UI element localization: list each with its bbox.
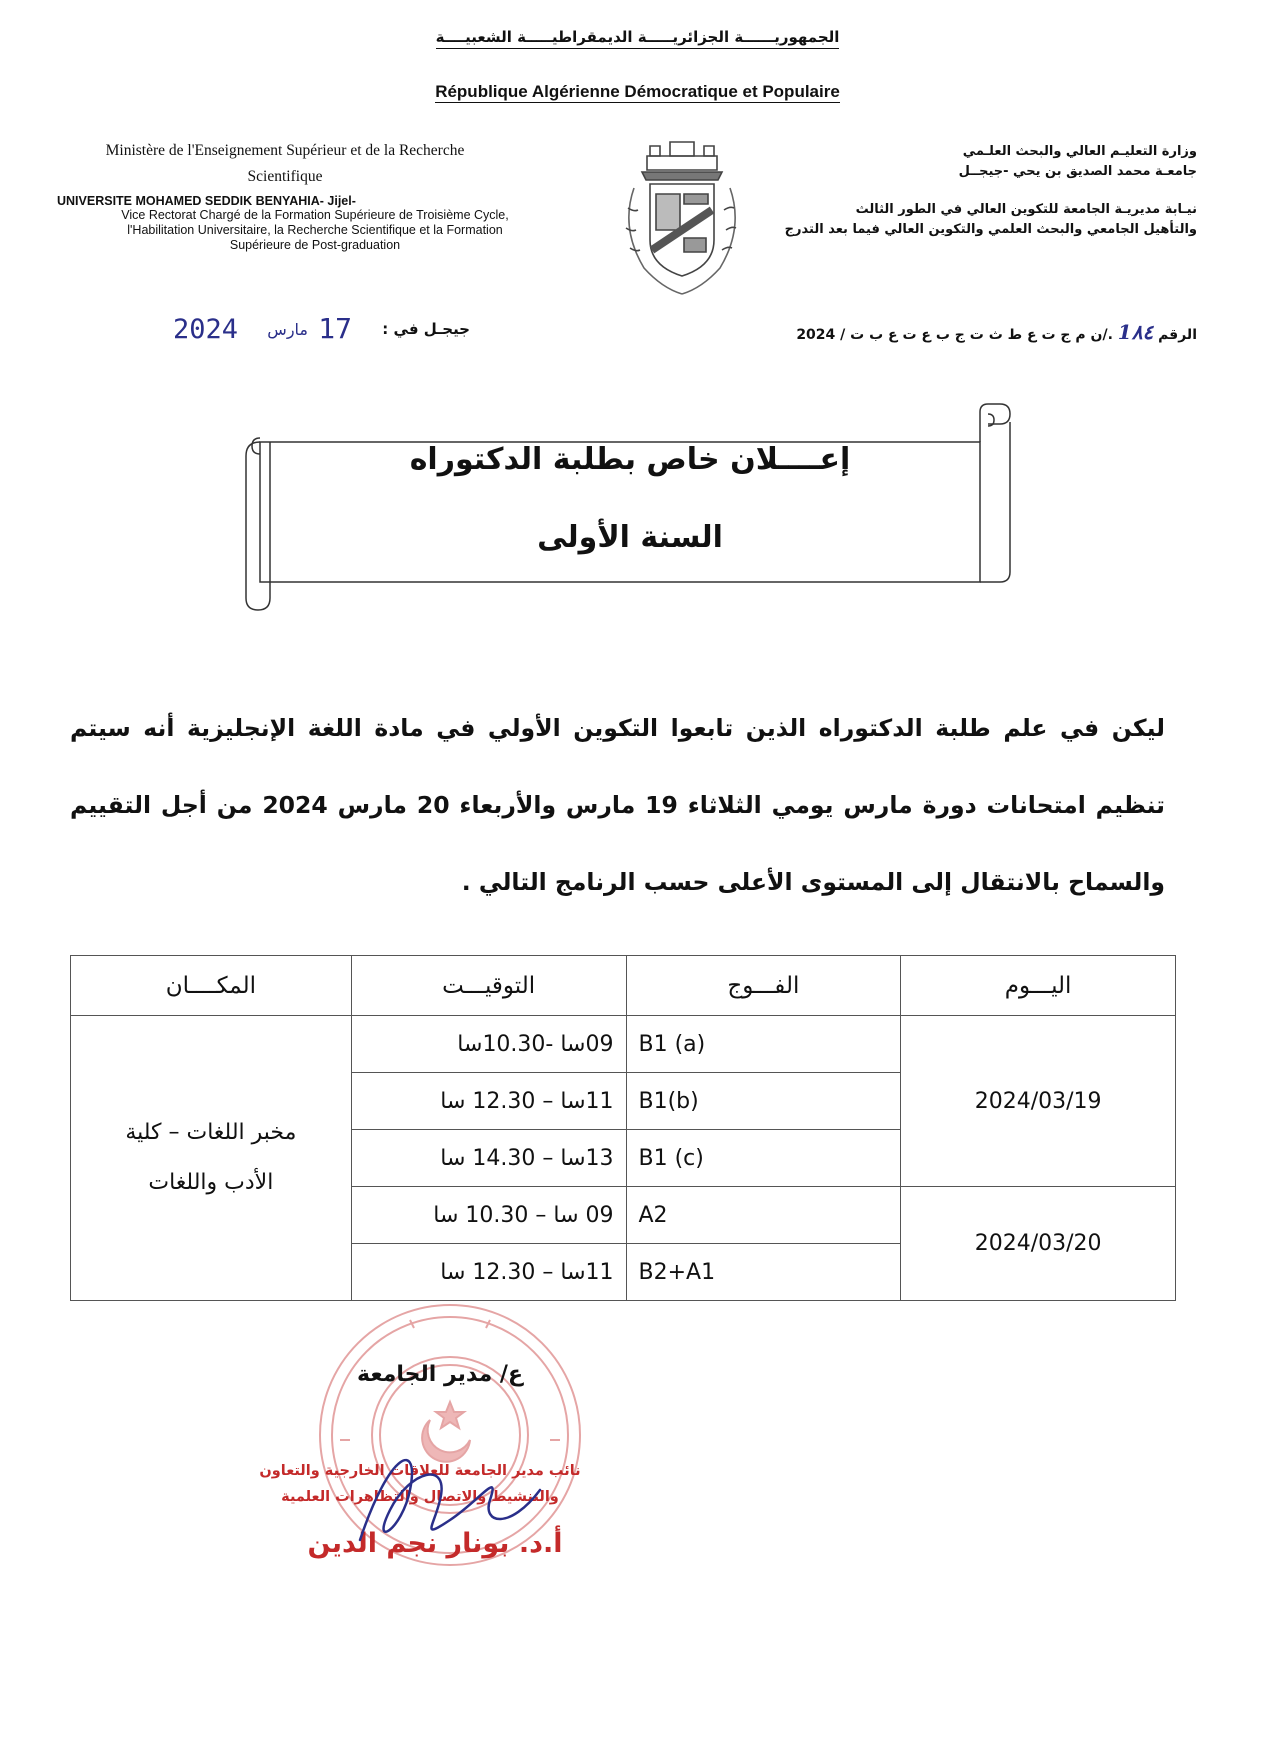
ministry-name-fr-cont: Scientifique	[247, 168, 323, 185]
day-cell: 2024/03/20	[901, 1187, 1176, 1301]
place-cell	[71, 1016, 352, 1301]
university-name-ar: جامعـة محمد الصديق بن يحي -جيجــل	[958, 164, 1197, 179]
date-label: جيجـل في :	[382, 320, 470, 338]
announcement-title: إعــــلان خاص بطلبة الدكتوراه	[409, 442, 851, 477]
table-row	[71, 1016, 1176, 1073]
vice-rectorate-line1: Vice Rectorat Chargé de la Formation Supérieure de Troisième Cycle,	[121, 208, 509, 222]
handwritten-signature-icon	[330, 1430, 560, 1570]
reference-label: الرقم	[1158, 327, 1197, 343]
republic-title-fr: République Algérienne Démocratique et Populaire	[435, 82, 840, 101]
place-line1: مخبر اللغات – كلية	[125, 1120, 297, 1145]
vice-rectorate-line2: l'Habilitation Universitaire, la Recherche Scientifique et la Formation	[127, 223, 503, 237]
ministry-block-ar	[757, 142, 1197, 240]
time-cell: 09سا -10.30سا	[351, 1016, 626, 1073]
group-cell: B1(b)	[626, 1073, 901, 1130]
ministry-name-ar: وزارة التعليـم العالي والبحث العلـمي	[962, 144, 1197, 159]
signatory-name: أ.د. بونار نجم الدين	[307, 1528, 563, 1559]
time-cell: 09 سا – 10.30 سا	[351, 1187, 626, 1244]
vice-rectorate-line3: Supérieure de Post-graduation	[229, 238, 401, 252]
time-cell: 11سا – 12.30 سا	[351, 1073, 626, 1130]
time-cell: 11سا – 12.30 سا	[351, 1244, 626, 1301]
signatory-role-line1: نائب مدير الجامعة للعلاقات الخارجية والتعاون	[259, 1463, 581, 1479]
reference-code: ./ن م ج ت ع ط ث ت ج ب ع ت ع ب ت / 2024	[796, 327, 1113, 343]
group-cell: B1 (a)	[626, 1016, 901, 1073]
university-name-fr: UNIVERSITE MOHAMED SEDDIK BENYAHIA- Jijel-	[57, 194, 356, 208]
date-year: 2024	[172, 314, 238, 345]
table-header-row	[71, 956, 1176, 1016]
date-month: مارس	[267, 320, 308, 339]
exam-schedule-table	[70, 955, 1176, 1301]
group-cell: A2	[626, 1187, 901, 1244]
place-line2: الأدب واللغات	[148, 1170, 274, 1195]
header-time: التوقيـــت	[351, 956, 626, 1016]
day-cell: 2024/03/19	[901, 1016, 1176, 1187]
vice-rectorate-ar-line1: نيـابة مديريـة الجامعة للتكوين العالي في الطور الثالث	[855, 202, 1197, 217]
announcement-subtitle: السنة الأولى	[537, 520, 723, 555]
group-cell: B1 (c)	[626, 1130, 901, 1187]
vice-rectorate-ar-line2: والتأهيل الجامعي والبحث العلمي والتكوين العالي فيما بعد التدرج	[784, 222, 1197, 237]
header-place: المكــــان	[71, 956, 352, 1016]
time-cell: 13سا – 14.30 سا	[351, 1130, 626, 1187]
header-day: اليـــوم	[901, 956, 1176, 1016]
university-emblem-icon	[612, 138, 752, 300]
reference-number	[796, 320, 1197, 344]
date-day: 17	[318, 312, 352, 345]
group-cell: B2+A1	[626, 1244, 901, 1301]
signatory-role-line2: والتنشيط والاتصال والتظاهرات العلمية	[281, 1489, 559, 1505]
scroll-banner-icon	[240, 402, 1020, 612]
header-group: الفـــوج	[626, 956, 901, 1016]
announcement-body: ليكن في علم طلبة الدكتوراه الذين تابعوا التكوين الأولي في مادة اللغة الإنجليزية أنه سيتم تنظيم امتحانات دورة مارس يومي الثلاثاء 19 مارس والأربعاء 20 مارس 2024 من أجل التقييم والسماح بالانتقال إلى المستوى الأعلى حسب الرنامج التالي .	[70, 714, 1165, 896]
ministry-block-fr	[55, 142, 565, 253]
reference-handwritten-number: 1٨٤	[1117, 320, 1154, 344]
signature-title: ع/ مدير الجامعة	[357, 1362, 523, 1387]
republic-title-ar: الجمهوريــــــة الجزائريـــــة الديمقراطيـــــة الشعبيــــة	[0, 28, 1275, 46]
ministry-name-fr: Ministère de l'Enseignement Supérieur et de la Recherche	[105, 142, 465, 159]
